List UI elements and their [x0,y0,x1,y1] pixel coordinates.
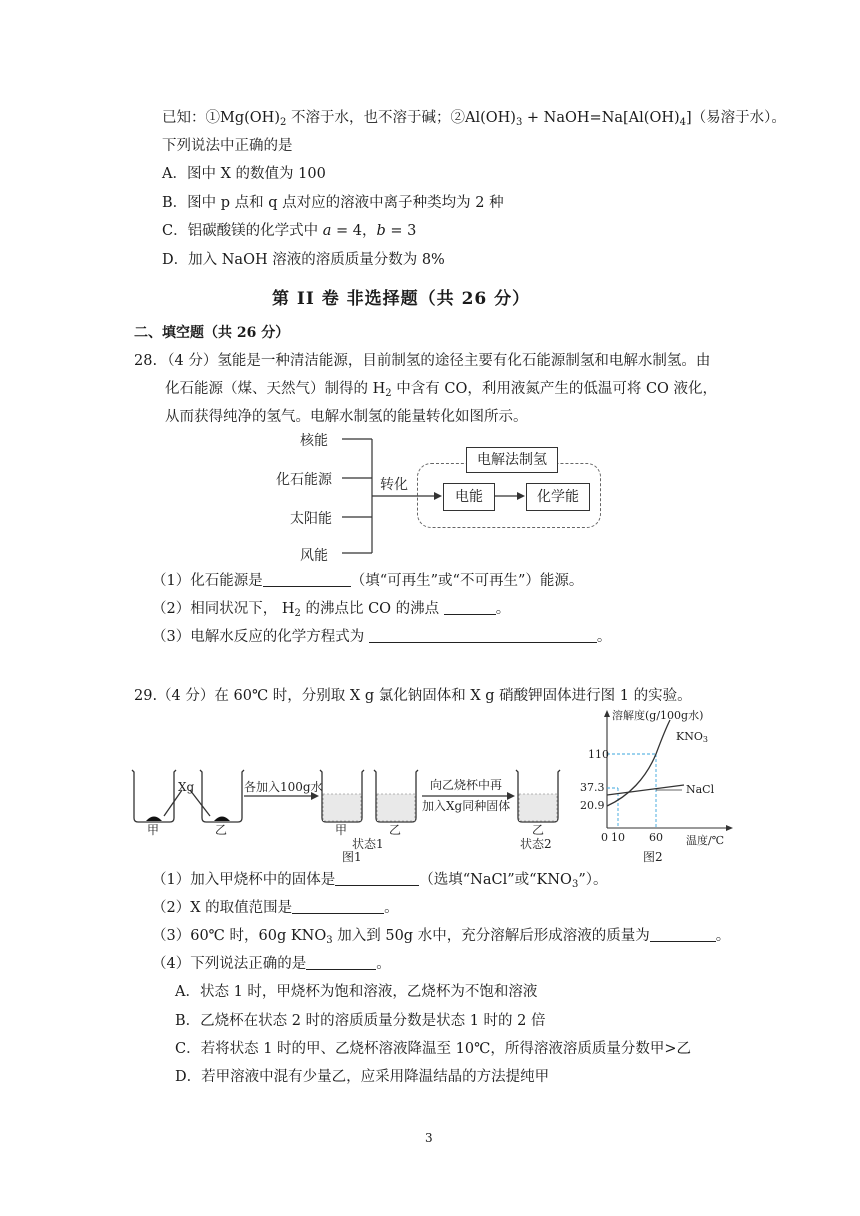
q27-option-b: B．图中 p 点和 q 点对应的溶液中离子种类均为 2 种 [162,195,504,211]
q29-sub2-blank[interactable] [292,898,384,914]
q29-sub3-blank[interactable] [650,926,716,942]
xg-label: Xg [178,780,195,794]
x-tick-0: 0 [601,831,608,844]
beaker-jia-label-2: 甲 [335,823,348,837]
state1-label: 状态1 [352,837,384,851]
q28-line2: 化石能源（煤、天然气）制得的 $H_2$ 中含有 CO，利用液氮产生的低温可将 CO 液化， [165,381,718,399]
q29-sub4-blank[interactable] [306,954,376,970]
add-more-label-2: 加入Xg同种固体 [422,799,511,813]
state2-label: 状态2 [520,837,552,851]
beaker-yi-label-2: 乙 [389,823,402,837]
q28-sub1: （1）化石能源是 （填“可再生”或“不可再生”）能源。 [152,573,584,589]
y-tick-37-3: 37.3 [580,781,605,794]
y-tick-110: 110 [588,748,609,761]
nacl-curve-label: NaCl [686,783,715,796]
q29-sub1-blank[interactable] [335,870,419,886]
section2-title: 二、填空题（共 26 分） [134,325,290,341]
figure-2-caption: 图2 [643,850,663,864]
figure-1-caption: 图1 [342,850,362,864]
source-nuclear: 核能 [300,433,328,449]
add-water-label: 各加入100g水 [244,780,323,794]
beaker-yi-label-3: 乙 [532,823,545,837]
q27-option-d: D．加入 NaOH 溶液的溶质质量分数为 8% [162,252,445,268]
beaker-yi-label-1: 乙 [215,823,228,837]
q28-sub3-blank[interactable] [369,627,597,643]
q29-sub1: （1）加入甲烧杯中的固体是 （选填“NaCl”或“$KNO_3$”）。 [152,872,608,890]
kno3-curve-label: KNO3 [676,730,708,744]
q28-sub3: （3）电解水反应的化学方程式为 。 [152,629,612,645]
q28-sub1-blank[interactable] [263,571,351,587]
x-tick-10: 10 [611,831,625,844]
source-fossil: 化石能源 [276,472,332,488]
add-more-label-1: 向乙烧杯中再 [430,778,503,792]
source-wind: 风能 [300,548,328,564]
electric-energy-box: 电能 [443,483,495,511]
q27-known-line: 已知：$①Mg(OH)_2$ 不溶于水，也不溶于碱；$②Al(OH)_3$ + $NaOH=Na[Al(OH)_4]$（易溶于水）。 [162,110,786,128]
convert-label: 转化 [380,477,408,493]
q29-sub4: （4）下列说法正确的是 。 [152,956,391,972]
q27-stem: 下列说法中正确的是 [162,138,293,154]
q29-option-d: D．若甲溶液中混有少量乙，应采用降温结晶的方法提纯甲 [175,1069,550,1085]
electrolysis-method-box: 电解法制氢 [466,447,558,473]
fig2-xlabel: 温度/℃ [686,834,725,847]
fig2-ylabel: 溶解度(g/100g水) [612,709,704,722]
q28-number: 28. [134,353,158,369]
q28-sub2: （2）相同状况下， $H_2$ 的沸点比 CO 的沸点 。 [152,601,511,619]
x-tick-60: 60 [649,831,663,844]
page-number: 3 [425,1131,433,1145]
q27-option-c: C．铝碳酸镁的化学式中 a = 4，b = 3 [162,223,417,239]
q29-option-b: B．乙烧杯在状态 2 时的溶质质量分数是状态 1 时的 2 倍 [175,1013,546,1029]
q28-sub2-blank[interactable] [444,599,496,615]
beaker-jia-label-1: 甲 [147,823,160,837]
chemical-energy-box: 化学能 [526,483,590,511]
part2-title: 第 II 卷 非选择题（共 26 分） [272,289,531,309]
q29-option-a: A．状态 1 时，甲烧杯为饱和溶液，乙烧杯为不饱和溶液 [175,984,538,1000]
q29-option-c: C．若将状态 1 时的甲、乙烧杯溶液降温至 10℃，所得溶液溶质质量分数甲>乙 [175,1041,691,1057]
q29-sub2: （2）X 的取值范围是 。 [152,900,399,916]
q27-option-a: A．图中 X 的数值为 100 [162,166,326,182]
y-tick-20-9: 20.9 [580,799,605,812]
q28-line1: （4 分）氢能是一种清洁能源，目前制氢的途径主要有化石能源制氢和电解水制氢。由 [160,353,711,369]
source-solar: 太阳能 [290,511,332,527]
q29-sub3: （3）60℃ 时，60g $KNO_3$ 加入到 50g 水中，充分溶解后形成溶液的质量为 。 [152,928,731,946]
solubility-chart [574,708,744,838]
q28-line3: 从而获得纯净的氢气。电解水制氢的能量转化如图所示。 [165,409,528,425]
q29-stem: 29.（4 分）在 60℃ 时，分别取 X g 氯化钠固体和 X g 硝酸钾固体进行图 1 的实验。 [134,688,692,704]
